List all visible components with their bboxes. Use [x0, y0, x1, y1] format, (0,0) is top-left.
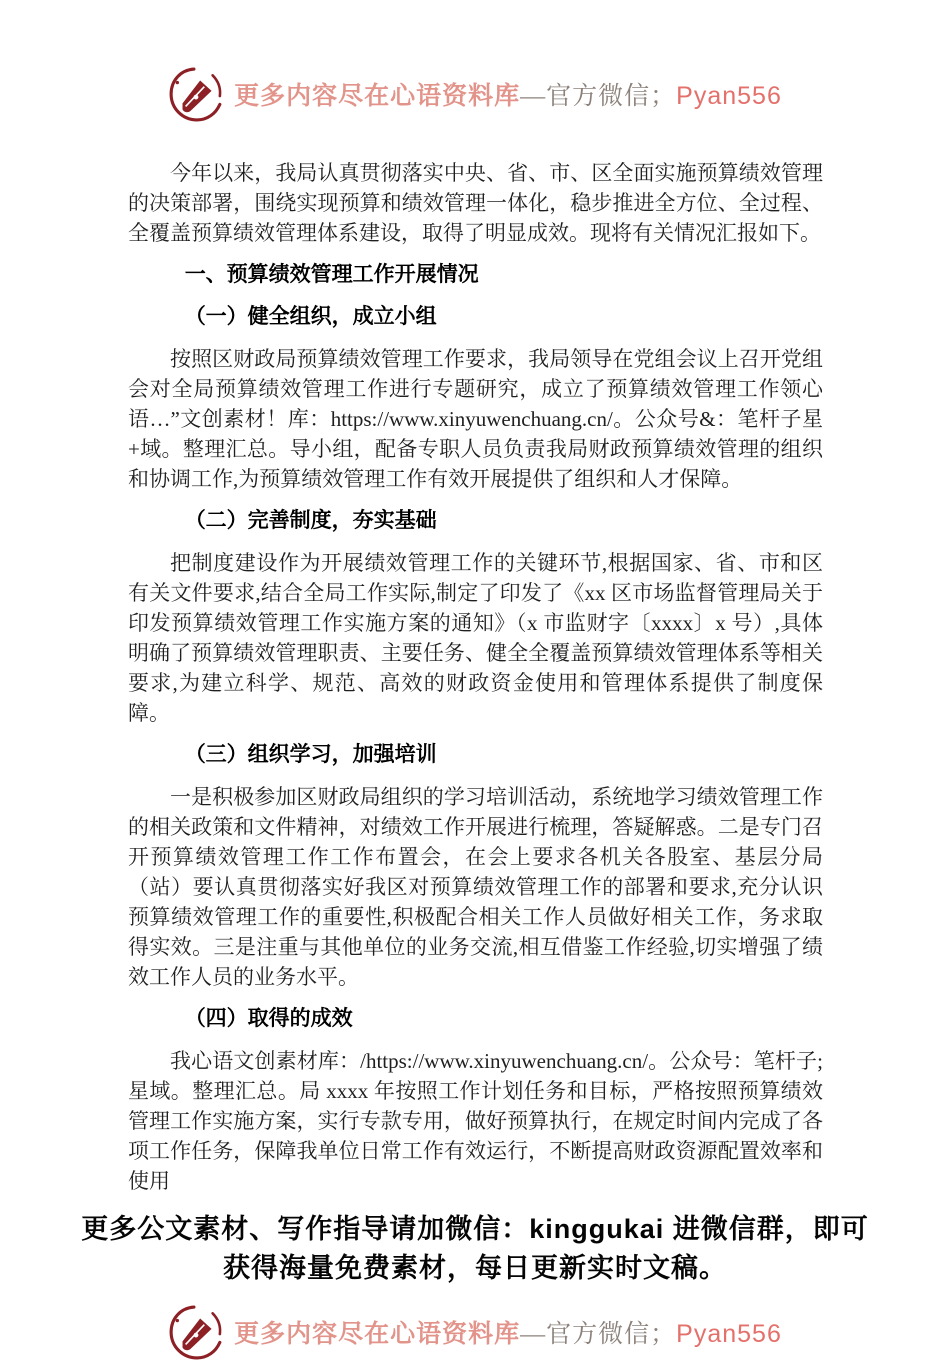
heading-sub-4: （四）取得的成效	[184, 1007, 353, 1030]
promo-line-2: 获得海量免费素材，每日更新实时文稿。	[223, 1253, 727, 1283]
banner-slogan: 更多内容尽在心语资料库	[234, 83, 521, 110]
paragraph-system: 把制度建设作为开展绩效管理工作的关键环节,根据国家、省、市和区有关文件要求,结合全局工作实际,制定了印发了《xx 区市场监督管理局关于印发预算绩效管理工作实施方案的通知》（x 市监财字〔xxxx〕x 号）,具体明确了预算绩效管理职责、主要任务、健全全覆盖预算绩效管理体系等相关要求,为建立科学、规范、高效的财政资金使用和管理体系提供了制度保障。	[128, 551, 823, 725]
banner-wechat-label: —官方微信；	[520, 83, 677, 110]
promo-line-1: 更多公文素材、写作指导请加微信：kinggukai 进微信群，即可	[81, 1214, 869, 1244]
banner-wechat-id: Pyan556	[676, 1320, 782, 1348]
xinyu-pen-logo-icon	[168, 66, 224, 122]
header-banner	[0, 0, 950, 122]
paragraph-organization: 按照区财政局预算绩效管理工作要求，我局领导在党组会议上召开党组会对全局预算绩效管理工作进行专题研究，成立了预算绩效管理工作领心语…”文创素材！库：https://www.xinyuwenchuang.cn/。公众号&：笔杆子星+域。整理汇总。导小组，配备专职人员负责我局财政预算绩效管理的组织和协调工作,为预算绩效管理工作有效开展提供了组织和人才保障。	[128, 347, 823, 491]
banner-wechat-id: Pyan556	[676, 82, 782, 110]
banner-wechat-label: —官方微信；	[520, 1321, 677, 1348]
paragraph-results: 我心语文创素材库：/https://www.xinyuwenchuang.cn/。公众号：笔杆子;星域。整理汇总。局 xxxx 年按照工作计划任务和目标，严格按照预算绩效管理工作实施方案，实行专款专用，做好预算执行，在规定时间内完成了各项工作任务，保障我单位日常工作有效运行，不断提高财政资源配置效率和使用	[128, 1049, 823, 1193]
banner-text	[234, 76, 782, 112]
xinyu-pen-logo-icon	[168, 1304, 224, 1360]
heading-sub-1: （一）健全组织，成立小组	[184, 305, 437, 328]
paragraph-training: 一是积极参加区财政局组织的学习培训活动，系统地学习绩效管理工作的相关政策和文件精神，对绩效工作开展进行梳理，答疑解惑。二是专门召开预算绩效管理工作工作布置会，在会上要求各机关各股室、基层分局（站）要认真贯彻落实好我区对预算绩效管理工作的部署和要求,充分认识预算绩效管理工作的重要性,积极配合相关工作人员做好相关工作，务求取得实效。三是注重与其他单位的业务交流,相互借鉴工作经验,切实增强了绩效工作人员的业务水平。	[128, 785, 823, 989]
heading-section-1: 一、预算绩效管理工作开展情况	[184, 263, 479, 286]
banner-slogan: 更多内容尽在心语资料库	[234, 1321, 521, 1348]
paragraph-intro: 今年以来，我局认真贯彻落实中央、省、市、区全面实施预算绩效管理的决策部署，围绕实现预算和绩效管理一体化，稳步推进全方位、全过程、全覆盖预算绩效管理体系建设，取得了明显成效。现将有关情况汇报如下。	[128, 161, 823, 245]
footer-banner	[0, 1304, 950, 1360]
promo-notice	[0, 1210, 950, 1288]
banner-text	[234, 1314, 782, 1350]
heading-sub-3: （三）组织学习，加强培训	[184, 743, 437, 766]
heading-sub-2: （二）完善制度，夯实基础	[184, 509, 437, 532]
document-body	[0, 158, 950, 1196]
